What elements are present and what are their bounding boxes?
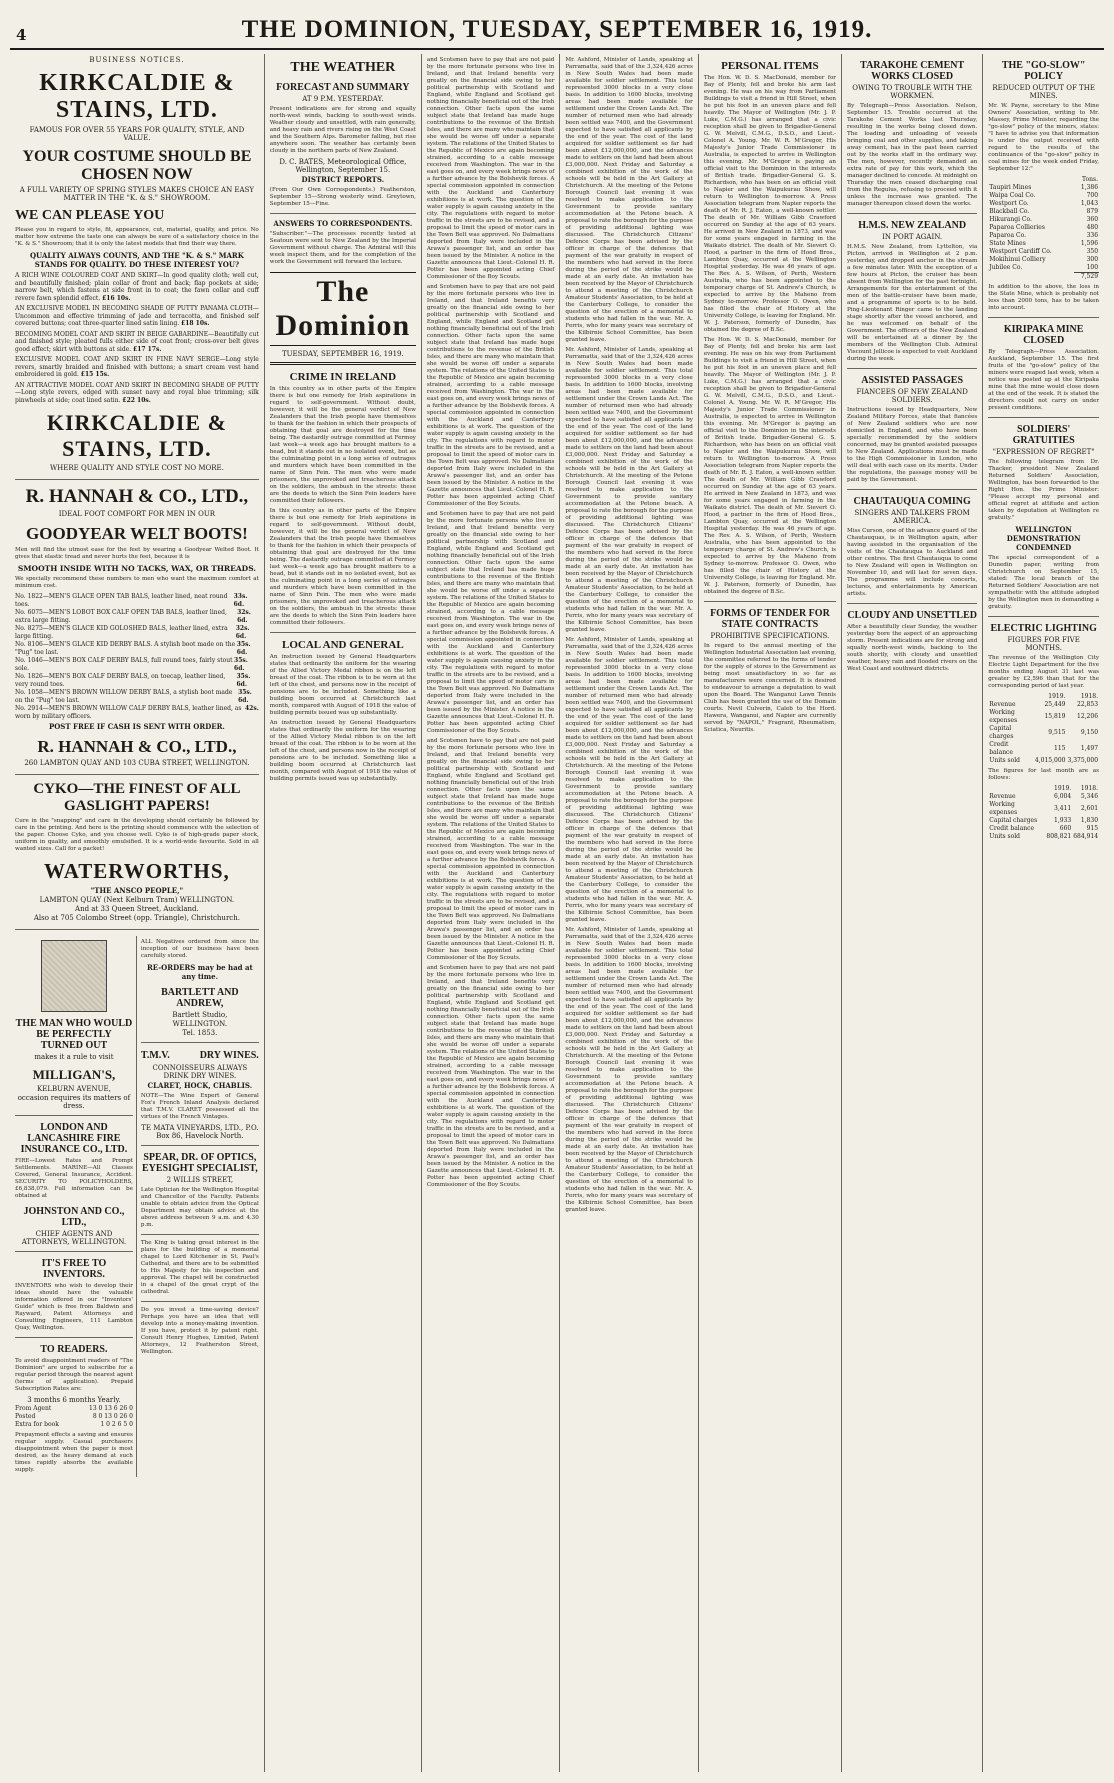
- demonstration-text: The special correspondent of a Dunedin paper, writing from Christchurch on September 15, stated: The local branch of the Returned Soldiers' Association are not sympathetic with the attitude adopted by the Wellington men in demanding a gratuity.: [988, 555, 1100, 610]
- boot-row: No. 8106—MEN'S GLACE KID DERBY BALS. A stylish boot made on the "Pug" toe last. 35s. 6d.: [15, 641, 251, 656]
- table-row: Credit balance 660 915: [989, 825, 1099, 832]
- table-row: Hikurangi Co. 360: [989, 216, 1099, 223]
- boot-row: No. 1822—MEN'S GLACE OPEN TAB BALS, leather lined, neat round toes. 33s. 6d.: [15, 593, 248, 608]
- news-text-cont: Mr. Ashford, Minister of Lands, speaking at Parramatta, said that of the 3,324,426 acres in New South Wales had been made available for soldier settlement. This total represented 3000 blocks in a very close basis. In addition to 1600 blocks, involving areas had been made available for settlement under the Crown Lands Act. The number of returned men who had already been settled was 7400, and the Government expected to have satisfied all applicants by the end of the year. The cost of the land acquired for soldier settlement so far had been about £12,000,000, and the advances made to settlers on the land had been about £3,000,000. Next Friday and Saturday a combined exhibition of the work of the schools will be held in the Art Gallery at Christchurch. At the meeting of the Petone Borough Council last evening it was resolved to make application to the Government to provide sanitary accommodation at the Petone beach. A proposal to rate the borough for the purpose of providing additional lighting was discussed. The Christchurch Citizens' Defence Corps has been advised by the officer in charge of the defences that payment of the war gratuity in respect of the members who had served in the force during the period of the strike would be made at an early date. An invitation has been received by the Mayor of Christchurch to attend a meeting of the Christchurch Amateur Students' Association, to be held at the Canterbury College, to consider the question of the erection of a memorial to students who had fallen in the war. Mr. A. Ferris, who for many years was secretary of the Kilbirnie School Committee, has been granted leave.: [565, 927, 693, 1213]
- cyko-text: Cure in the "snapping" and care in the developing should certainly be followed by care in the printing. And here is the printing should commence with the selection of the paper. Choose Cyko, and you choose well. Cyko is of high-grade paper stock, uniform in quality, and smoothly emulsified. It is a world-wide favourite. Sold in all wanted sizes. Call for a packet!: [15, 818, 259, 852]
- table-row: Revenue 25,449 22,853: [989, 701, 1099, 708]
- table-row: Mokihinui Colliery 300: [989, 256, 1099, 263]
- kirkcaldie-tagline: FAMOUS FOR OVER 55 YEARS FOR QUALITY, STYLE, AND VALUE.: [29, 126, 245, 142]
- coal-output-table: [988, 176, 1099, 281]
- table-header-row: [988, 176, 1099, 184]
- masthead: [10, 6, 1104, 50]
- electric-text: The revenue of the Wellington City Electric Light Department for the five months ending August 31 last was greater by £2,596 than that for the corresponding period of last year.: [988, 655, 1100, 689]
- costume-subheading: A FULL VARIETY OF SPRING STYLES MAKES CHOICE AN EASY MATTER IN THE "K. & S." SHOWROOM.: [19, 186, 255, 202]
- costume-item: AN ATTRACTIVE MODEL COAT AND SKIRT IN BECOMING SHADE OF PUTTY—Long style revers, edged with sunset navy and royal blue trimming; silk pinwheels at side; coat lined satin. £22 10s.: [15, 381, 259, 404]
- boot-row: No. 1826—MEN'S BOX CALF DERBY BALS, on toecap, leather lined, very round toes. 35s. 6d.: [15, 673, 251, 688]
- tarakohe-text: By Telegraph—Press Association. Nelson, September 15. Trouble occurred at the Tarakohe Cement Works last Thursday, resulting in the works being closed down. The loading and unloading of vessels bringing coal and other supplies, and taking away cement, has in the past been carried out by the works staff in the ordinary way. The men, however, recently demanded an extra rate of pay for this work, which the manager declined to concede. At midnight on Thursday the men ceased discharging coal from the Regulus, refusing to proceed with it unless the increase was granted. The manager thereupon closed down the works.: [847, 103, 978, 207]
- rates-header: 3 months 6 months Yearly.: [27, 1396, 121, 1404]
- answers-heading: ANSWERS TO CORRESPONDENTS.: [273, 219, 413, 228]
- london-insurance-text: FIRE—Lowest Rates and Prompt Settlements. MARINE—All Classes Covered, General Insurance, Accident. SECURITY TO POLICYHOLDERS, £6,838,079. Full information can be obtained at: [15, 1158, 133, 1199]
- table-row: Capital charges 1,933 1,830: [989, 817, 1099, 824]
- king-chapel-text: The King is taking great interest in the plans for the building of a memorial chapel to Lord Kitchener in St. Paul's Cathedral, and there are to be submitted to His Majesty for his inspection and approval. The chapel will be constructed in a chapel of the great crypt of the cathedral.: [140, 1240, 259, 1295]
- go-slow-text-2: In addition to the above, the loss in the State Mine, which is probably not less than 2000 tons, has to be taken into account.: [988, 284, 1100, 311]
- news-text-cont: and Scotsmen have to pay that are not paid by the more fortunate persons who live in Ireland, and that Ireland benefits very greatly on the financial side owing to her political partnership with Scotland and England, while England and Scotland get nothing financially beneficial out of the Irish connection. Other facts upon the same subject state that Ireland has made huge contributions to the revenue of the British Isles, and there are many who maintain that she would be worse off under a separate system. The relations of the United States to the Republic of Mexico are again becoming strained, according to a cable message received from Washington. The war in the east goes on, and every week brings news of a further advance by the Bolshevik forces. A special commission appointed in connection with the Auckland and Canterbury exhibitions is at work. The question of the water supply is again causing anxiety in the city. The regulations with regard to motor traffic in the streets are to be revised, and a proposal to limit the speed of motor cars in the Town Belt was approved. No Dalmatians deported from Italy were included in the Arawa's passenger list, and an order has been issued by the Minister. A notice in the Gazette announces that Lieut.-Colonel H. R. Potter has been appointed acting Chief Commissioner of the Boy Scouts.: [426, 965, 555, 1188]
- tmv-heading: T.M.V.: [140, 1050, 170, 1061]
- table-header-row: 1919. 1918.: [1054, 785, 1099, 792]
- news-text: and Scotsmen have to pay that are not paid by the more fortunate persons who live in Ireland, and that Ireland benefits very greatly on the financial side owing to her political partnership with Scotland and England, while England and Scotland get nothing financially beneficial out of the Irish connection. Other facts upon the same subject state that Ireland has made huge contributions to the revenue of the British Isles, and there are many who maintain that she would be worse off under a separate system. The relations of the United States to the Republic of Mexico are again becoming strained, according to a cable message received from Washington. The war in the east goes on, and every week brings news of a further advance by the Bolshevik forces. A special commission appointed in connection with the Auckland and Canterbury exhibitions is at work. The question of the water supply is again causing anxiety in the city. The regulations with regard to motor traffic in the streets are to be revised, and a proposal to limit the speed of motor cars in the Town Belt was approved. No Dalmatians deported from Italy were included in the Arawa's passenger list, and an order has been issued by the Minister. A notice in the Gazette announces that Lieut.-Colonel H. R. Potter has been appointed acting Chief Commissioner of the Boy Scouts.: [426, 57, 555, 280]
- boot-row: No. 1046—MEN'S BOX CALF DERBY BALS, full round toes, fairly stout sole. 35s. 6d.: [15, 657, 248, 672]
- milligan-note: occasion requires its matters of dress.: [17, 1094, 131, 1110]
- crime-text-cont: In this country as in other parts of the Empire there is but one remedy for Irish aspirations in regard to self-government. Without doubt, however, it will be the general verdict of New Zealanders that the Irish people have themselves to thank for the fashion in which their prospects of obtaining that goal are destroyed for the time being. The dastardly outrage committed at Fermoy last week—a week ago has brought matters to a head, but it stands out in no isolated event, but as the culminating point in a long series of outrages and murders which have been committed in the name of Sinn Fein. The men who were made prisoners, the unprovoked and treacherous attack on the soldiers, the ambush in the streets: these are the deeds to which the Sinn Fein leaders have committed their followers.: [269, 508, 416, 626]
- lower-left-ads: [15, 936, 137, 1477]
- tarakohe-subheading: OWING TO TROUBLE WITH THE WORKMEN.: [852, 84, 973, 100]
- chautauqua-text: Miss Curson, one of the advance guard of the Chautauquas, is in Wellington again, after having assisted in the organisation of the visits of the Chautauqua to Auckland and other centres. The first Chautauqua to come to New Zealand will open in Wellington on November 10, and will last for seven days. The programme will include concerts, lectures, and entertainments by American artists.: [847, 528, 978, 597]
- tmv-note: NOTE—The Wine Expert of General Fox's French Inland Analysis declared that T.M.V. CLARET possessed all the virtues of the French Vintages.: [140, 1093, 259, 1120]
- table-row: Units sold 4,015,000 3,375,000: [989, 757, 1099, 764]
- boot-row: No. 8275—MEN'S GLACE KID GOLOSHED BALS, leather lined, extra large fitting. 32s. 6d.: [15, 625, 250, 640]
- newspaper-title: THE DOMINION, TUESDAY, SEPTEMBER 16, 1919.: [241, 16, 873, 43]
- bartlett-orders: RE-ORDERS may be had at any time.: [146, 963, 253, 981]
- tarakohe-heading: TARAKOHE CEMENT WORKS CLOSED: [860, 60, 965, 82]
- kiripaka-heading: KIRIPAKA MINE CLOSED: [1003, 324, 1084, 346]
- gratuity-text: The following telegram from Dr. Thacker, president New Zealand Returned Soldiers' Association, Wellington, has been forwarded to the Right Hon. the Prime Minister: "Please accept my personal and official regret at attitude and action taken by deputation at Wellington re gratuity.": [988, 459, 1100, 521]
- hannah-ad: [15, 486, 259, 775]
- waterworths-address: LAMBTON QUAY (Next Kelburn Tram) WELLINGTON.: [39, 896, 235, 904]
- personal-heading: PERSONAL ITEMS: [721, 60, 819, 72]
- new-zealand-text: H.M.S. New Zealand, from Lyttelton, via Picton, arrived in Wellington at 2 p.m. yesterday, and dropped anchor in the stream a few minutes later. With the exception of a few hours at Picton, the cruiser has been absent from Wellington for the past fortnight. Arrangements for the entertainment of the men of the battle-cruiser have been made, and a programme of sports is to be held. Ping-Lieutenant Ringer came to the landing stage shortly after the vessel anchored, and he was welcomed on behalf of the Government. The officers of the New Zealand will be entertained at a dinner by the members of the Wellington Club. Admiral Viscount Jellicoe is expected to visit Auckland during the week.: [847, 244, 978, 362]
- electric-note: The figures for last month are as follows:: [988, 768, 1100, 781]
- demonstration-heading: WELLINGTON DEMONSTRATION CONDEMNED: [1006, 525, 1081, 552]
- kirkcaldie-footer-tagline: WHERE QUALITY AND STYLE COST NO MORE.: [49, 464, 224, 472]
- inventors-heading: IT'S FREE TO INVENTORS.: [41, 1258, 107, 1280]
- electric-table-last-month: [988, 785, 1099, 841]
- rate-row: From Agent 13 0 13 6 26 0: [15, 1405, 133, 1412]
- table-row: State Mines 1,596: [989, 240, 1099, 247]
- tender-text: In regard to the annual meeting of the Wellington Industrial Association last evening, the committee referred to the forms of tender for the supply of stores to the Government as being most unsatisfactory in so far as manufacturers were concerned. It is desired to endeavour to arrange a deputation to wait upon the Board. The Wanganui Lawn Tennis Club has been granted the use of the Domain courts. Nevil Culverin, Caleb to the Hord. Hawera, Wanganui, and Napier are currently served by "NAPOL," Fragrant, Rheumatism, Sciatica, Neuritis.: [703, 643, 836, 733]
- local-general-heading: LOCAL AND GENERAL: [282, 639, 404, 651]
- johnston-name: JOHNSTON AND CO., LTD.,: [23, 1206, 125, 1228]
- go-slow-heading: THE "GO-SLOW" POLICY: [1001, 60, 1086, 82]
- column-business-notices: [10, 54, 265, 1772]
- ansco-line: "THE ANSCO PEOPLE,": [90, 886, 184, 895]
- boot-row: No. 6075—MEN'S LOBOT BOX CALF OPEN TAB BALS, leather lined, extra large fitting. 32s. 6d.: [15, 609, 251, 624]
- waterworths-address-3: Also at 705 Colombo Street (opp. Triangle), Christchurch.: [33, 914, 240, 922]
- spear-address: 2 WILLIS STREET,: [166, 1176, 234, 1184]
- prepay-text: Prepayment effects a saving and ensures regular supply. Casual purchasers disappointment when the paper is most desired, as the heavy demand at such times rapidly absorbs the available supply.: [15, 1432, 133, 1473]
- table-row: Waipa Coal Co. 700: [989, 192, 1099, 199]
- kirkcaldie-ad: [15, 70, 259, 480]
- cyko-ad: [15, 781, 259, 930]
- weather-heading: THE WEATHER: [290, 60, 396, 75]
- rate-row: Extra for book 1 0 2 6 5 0: [15, 1421, 133, 1428]
- news-text-cont: and Scotsmen have to pay that are not paid by the more fortunate persons who live in Ireland, and that Ireland benefits very greatly on the financial side owing to her political partnership with Scotland and England, while England and Scotland get nothing financially beneficial out of the Irish connection. Other facts upon the same subject state that Ireland has made huge contributions to the revenue of the British Isles, and there are many who maintain that she would be worse off under a separate system. The relations of the United States to the Republic of Mexico are again becoming strained, according to a cable message received from Washington. The war in the east goes on, and every week brings news of a further advance by the Bolshevik forces. A special commission appointed in connection with the Auckland and Canterbury exhibitions is at work. The question of the water supply is again causing anxiety in the city. The regulations with regard to motor traffic in the streets are to be revised, and a proposal to limit the speed of motor cars in the Town Belt was approved. No Dalmatians deported from Italy were included in the Arawa's passenger list, and an order has been issued by the Minister. A notice in the Gazette announces that Lieut.-Colonel H. R. Potter has been appointed acting Chief Commissioner of the Boy Scouts.: [426, 511, 555, 734]
- section-label: BUSINESS NOTICES.: [89, 56, 185, 64]
- forecast-text: Present indications are for strong and squally north-west winds, backing to south-west winds. Weather cloudy and unsettled, with rain generally, and heavy rain and rivers rising on the West Coast and the Southern Alps. Barometer falling, but rise anywhere soon. The weather has certainly been cloudy in the northern parts of New Zealand.: [269, 106, 416, 154]
- readers-text: To avoid disappointment readers of "The Dominion" are urged to subscribe for a regular period through the nearest agent (terms of application). Prepaid Subscription Rates are:: [15, 1358, 133, 1392]
- local-general-text: An instruction issued by General Headquarters states that ordinarily the uniform for the wearing of the Allied Victory Medal ribbon is on the left breast of the coat. The ribbon is to be worn at the left of the chest, and persons now in the receipt of pensions are to be included. Something like a building boom occurred at Christchurch last month, compared with August of 1918 the value of building permits issued was up substantially.: [269, 654, 416, 716]
- cloudy-text: After a beautifully clear Sunday, the weather yesterday bore the aspect of an approaching storm. Present indications are for strong and squally north-west winds, backing to the south shortly, with cloudy and unsettled weather, heavy rain and flooded rivers on the West Coast and southward districts.: [847, 624, 978, 672]
- passages-subheading: FIANCEES OF NEW ZEALAND SOLDIERS.: [856, 388, 968, 404]
- column-news-1: [422, 54, 560, 1772]
- passages-heading: ASSISTED PASSAGES: [861, 375, 964, 386]
- milligan-subheading: makes it a rule to visit: [34, 1053, 114, 1061]
- column-news-4: [983, 54, 1104, 1772]
- table-row: Units sold 808,821 684,914: [989, 833, 1099, 840]
- smooth-line: SMOOTH INSIDE WITH NO TACKS, WAX, OR THREADS.: [17, 564, 256, 573]
- answers-text: "Subscriber."—The processes recently tested at Seatoun were sent to New Zealand by the Imperial Government without charge. The Admiral will this week inspect them, and for the completion of the work the Government will forward the lecture.: [269, 231, 416, 265]
- electric-subheading: FIGURES FOR FIVE MONTHS.: [1007, 636, 1080, 652]
- table-row: Revenue 6,004 5,346: [989, 793, 1099, 800]
- chautauqua-subheading: SINGERS AND TALKERS FROM AMERICA.: [854, 509, 970, 525]
- electric-table-five-months: [988, 693, 1099, 765]
- tmv-text: CONNOISSEURS ALWAYS DRINK DRY WINES.: [152, 1064, 248, 1080]
- milligan-name: MILLIGAN'S,: [32, 1067, 116, 1082]
- news-text-cont: and Scotsmen have to pay that are not paid by the more fortunate persons who live in Ireland, and that Ireland benefits very greatly on the financial side owing to her political partnership with Scotland and England, while England and Scotland get nothing financially beneficial out of the Irish connection. Other facts upon the same subject state that Ireland has made huge contributions to the revenue of the British Isles, and there are many who maintain that she would be worse off under a separate system. The relations of the United States to the Republic of Mexico are again becoming strained, according to a cable message received from Washington. The war in the east goes on, and every week brings news of a further advance by the Bolshevik forces. A special commission appointed in connection with the Auckland and Canterbury exhibitions is at work. The question of the water supply is again causing anxiety in the city. The regulations with regard to motor traffic in the streets are to be revised, and a proposal to limit the speed of motor cars in the Town Belt was approved. No Dalmatians deported from Italy were included in the Arawa's passenger list, and an order has been issued by the Minister. A notice in the Gazette announces that Lieut.-Colonel H. R. Potter has been appointed acting Chief Commissioner of the Boy Scouts.: [426, 738, 555, 961]
- personal-text-cont: The Hon. W. D. S. MacDonald, member for Bay of Plenty, fell and broke his arm last evening. He was on his way from Parliament Buildings to visit a friend in Hill Street, when he put his foot in an uneven place and fell heavily. The Mayor of Wellington (Mr. J. P. Luke, C.M.G.) has arranged that a civic reception shall be given to Brigadier-General G. W. Melvill, C.M.G., D.S.O., and Lieut.-Colonel A. Young. Mr. W. R. M'Gregor, His Majesty's Junior Trade Commissioner in Australia, is expected to arrive in Wellington this evening. Mr. M'Gregor is paying an official visit to the Dominion in the interests of British trade. Brigadier-General G. S. Richardson, who has been on an official visit to Napier and the Waipukurau Show, will return to Wellington to-morrow. A Press Association telegram from Napier reports the death of Mr. R. J. Eaton, a well-known settler. The death of Mr. William Gibb Crawford occurred on Sunday at the age of 63 years. He arrived in New Zealand in 1873, and was for some years engaged in farming in the Waikato district. The death of Mr. Sievert O. Hood, a partner in the firm of Hood Bros., Lambton Quay, occurred at the Wellington Hospital yesterday. He was 46 years of age. The Rev. A. S. Wilson, of Perth, Western Australia, who has been appointed to the temporary charge of St. Andrew's Church, is expected to arrive by the Maheno from Sydney to-morrow. Professor O. Owen, who has filled the chair of History at the University College, is leaving for England. Mr. W. J. Paterson, formerly of Dunedin, has obtained the degree of B.Sc.: [703, 337, 836, 595]
- table-row: Westport Cardiff Co. 350: [989, 248, 1099, 255]
- local-general-text-cont: An instruction issued by General Headquarters states that ordinarily the uniform for the wearing of the Allied Victory Medal ribbon is on the left breast of the coat. The ribbon is to be worn at the left of the chest, and persons now in the receipt of pensions are to be included. Something like a building boom occurred at Christchurch last month, compared with August of 1918 the value of building permits issued was up substantially.: [269, 720, 416, 782]
- table-row: Paparoa Co. 336: [989, 232, 1099, 239]
- forecast-signature: D. C. BATES, Meteorological Office, Wellington, September 15.: [279, 158, 407, 174]
- crime-text: In this country as in other parts of the Empire there is but one remedy for Irish aspirations in regard to self-government. Without doubt, however, it will be the general verdict of New Zealanders that the Irish people have themselves to thank for the fashion in which their prospects of obtaining that goal are destroyed for the time being. The dastardly outrage committed at Fermoy last week—a week ago has brought matters to a head, but it stands out in no isolated event, but as the culminating point in a long series of outrages and murders which have been committed in the name of Sinn Fein. The men who were made prisoners, the unprovoked and treacherous attack on the soldiers, the ambush in the streets: these are the deeds to which the Sinn Fein leaders have committed their followers.: [269, 386, 416, 504]
- costume-item: EXCLUSIVE MODEL COAT AND SKIRT IN FINE NAVY SERGE—Long style revers, smartly braided and finished with buttons; a smart cream vest hand embroidered in gold. £15 15s.: [15, 356, 259, 378]
- table-row: Jubilee Co. 100: [989, 264, 1099, 272]
- table-row: Paparoa Collieries 480: [989, 224, 1099, 231]
- tmv-address: TE MATA VINEYARDS, LTD., P.O. Box 86, Havelock North.: [141, 1124, 259, 1140]
- milligan-address: KELBURN AVENUE,: [37, 1085, 111, 1093]
- banner-date: TUESDAY, SEPTEMBER 16, 1919.: [281, 350, 404, 358]
- bartlett-text: ALL Negatives ordered from since the inception of our business have been carefully stored.: [140, 939, 259, 959]
- table-row: Working expenses 15,819 12,206: [989, 709, 1099, 724]
- table-row: Credit balance 115 1,497: [989, 741, 1099, 756]
- costume-heading: YOUR COSTUME SHOULD BE CHOSEN NOW: [22, 148, 252, 183]
- goodyear-text: Men will find the utmost ease for the feet by wearing a Goodyear Welted Boot. It gives that elastic tread and never hurts the feet, because it is: [15, 547, 259, 560]
- johnston-sub: CHIEF AGENTS AND ATTORNEYS, WELLINGTON.: [21, 1230, 127, 1246]
- bartlett-city: WELLINGTON.: [172, 1020, 228, 1028]
- columns: [10, 54, 1104, 1772]
- hannah-title-2: R. HANNAH & CO., LTD.,: [37, 737, 237, 756]
- column-weather-editorial: [265, 54, 422, 1772]
- post-free-line: POST FREE IF CASH IS SENT WITH ORDER.: [48, 722, 225, 731]
- new-zealand-subheading: IN PORT AGAIN.: [882, 233, 943, 241]
- spear-heading: SPEAR, DR. OF OPTICS, EYESIGHT SPECIALIST,: [141, 1152, 258, 1174]
- news-text: Mr. Ashford, Minister of Lands, speaking at Parramatta, said that of the 3,324,426 acres in New South Wales had been made available for soldier settlement. This total represented 3000 blocks in a very close basis. In addition to 1600 blocks, involving areas had been made available for settlement under the Crown Lands Act. The number of returned men who had already been settled was 7400, and the Government expected to have satisfied all applicants by the end of the year. The cost of the land acquired for soldier settlement so far had been about £12,000,000, and the advances made to settlers on the land had been about £3,000,000. Next Friday and Saturday a combined exhibition of the work of the schools will be held in the Art Gallery at Christchurch. At the meeting of the Petone Borough Council last evening it was resolved to make application to the Government to provide sanitary accommodation at the Petone beach. A proposal to rate the borough for the purpose of providing additional lighting was discussed. The Christchurch Citizens' Defence Corps has been advised by the officer in charge of the defences that payment of the war gratuity in respect of the members who had served in the force during the period of the strike would be made at an early date. An invitation has been received by the Mayor of Christchurch to attend a meeting of the Christchurch Amateur Students' Association, to be held at the Canterbury College, to consider the question of the erection of a memorial to students who had fallen in the war. Mr. A. Ferris, who for many years was secretary of the Kilbirnie School Committee, has been granted leave.: [565, 57, 693, 343]
- table-unit: Tons.: [1082, 176, 1099, 183]
- table-header-row: 1919. 1918.: [1048, 693, 1099, 700]
- forecast-heading: FORECAST AND SUMMARY: [276, 82, 410, 93]
- district-text: (From Our Own Correspondents.) Featherston, September 15—Strong westerly wind. Greytown, September 15—Fine.: [269, 187, 416, 207]
- table-total-row: 7,529: [988, 273, 1099, 282]
- column-personal: [699, 54, 842, 1772]
- hannah-title: R. HANNAH & CO., LTD.,: [25, 486, 249, 507]
- readers-heading: TO READERS.: [40, 1344, 108, 1355]
- bartlett-studio: Bartlett Studio,: [172, 1011, 228, 1019]
- please-text: Please you in regard to style, fit, appearance, cut, material, quality, and price. No matter how extreme the taste one can always be sure of a satisfactory choice in the "K. & S." Showroom; that it is only the latest models that find their way there.: [15, 227, 259, 247]
- hannah-address: 260 LAMBTON QUAY AND 103 CUBA STREET, WELLINGTON.: [24, 759, 250, 767]
- news-text-cont: Mr. Ashford, Minister of Lands, speaking at Parramatta, said that of the 3,324,426 acres in New South Wales had been made available for soldier settlement. This total represented 3000 blocks in a very close basis. In addition to 1600 blocks, involving areas had been made available for settlement under the Crown Lands Act. The number of returned men who had already been settled was 7400, and the Government expected to have satisfied all applicants by the end of the year. The cost of the land acquired for soldier settlement so far had been about £12,000,000, and the advances made to settlers on the land had been about £3,000,000. Next Friday and Saturday a combined exhibition of the work of the schools will be held in the Art Gallery at Christchurch. At the meeting of the Petone Borough Council last evening it was resolved to make application to the Government to provide sanitary accommodation at the Petone beach. A proposal to rate the borough for the purpose of providing additional lighting was discussed. The Christchurch Citizens' Defence Corps has been advised by the officer in charge of the defences that payment of the war gratuity in respect of the members who had served in the force during the period of the strike would be made at an early date. An invitation has been received by the Mayor of Christchurch to attend a meeting of the Christchurch Amateur Students' Association, to be held at the Canterbury College, to consider the question of the erection of a memorial to students who had fallen in the war. Mr. A. Ferris, who for many years was secretary of the Kilbirnie School Committee, has been granted leave.: [565, 347, 693, 633]
- inventors-text: INVENTORS who wish to develop their ideas should have the valuable information offered in our "Inventors' Guide" which is free from Baldwin and Rayward, Patent Attorneys and Consulting Engineers, 111 Lambton Quay, Wellington.: [15, 1283, 133, 1331]
- tailor-illustration: [41, 940, 107, 1012]
- column-news-2: [560, 54, 698, 1772]
- boot-row: No. 2914—MEN'S BROWN WILLOW CALF DERBY BALS, leather lined, as worn by military officers. 42s.: [15, 705, 259, 720]
- bartlett-tel: Tel. 1853.: [182, 1029, 218, 1037]
- costume-item: BECOMING MODEL COAT AND SKIRT IN BEIGE GABARDINE—Beautifully cut and finished style; pleated fulls either side of coat front; cross-over belt gives good effect; skirt with buttons at side. £17 17s.: [15, 330, 259, 353]
- table-row: Blackball Co. 879: [989, 208, 1099, 215]
- gratuity-subheading: "EXPRESSION OF REGRET": [992, 448, 1095, 456]
- london-insurance-heading: LONDON AND LANCASHIRE FIRE INSURANCE CO., LTD.: [20, 1122, 128, 1155]
- rate-row: Posted 8 0 13 0 26 0: [15, 1413, 133, 1420]
- table-row: Working expenses 3,411 2,601: [989, 801, 1099, 816]
- personal-text: The Hon. W. D. S. MacDonald, member for Bay of Plenty, fell and broke his arm last evening. He was on his way from Parliament Buildings to visit a friend in Hill Street, when he put his foot in an uneven place and fell heavily. The Mayor of Wellington (Mr. J. P. Luke, C.M.G.) has arranged that a civic reception shall be given to Brigadier-General G. W. Melvill, C.M.G., D.S.O., and Lieut.-Colonel A. Young. Mr. W. R. M'Gregor, His Majesty's Junior Trade Commissioner in Australia, is expected to arrive in Wellington this evening. Mr. M'Gregor is paying an official visit to the Dominion in the interests of British trade. Brigadier-General G. S. Richardson, who has been on an official visit to Napier and the Waipukurau Show, will return to Wellington to-morrow. A Press Association telegram from Napier reports the death of Mr. R. J. Eaton, a well-known settler. The death of Mr. William Gibb Crawford occurred on Sunday at the age of 63 years. He arrived in New Zealand in 1873, and was for some years engaged in farming in the Waikato district. The death of Mr. Sievert O. Hood, a partner in the firm of Hood Bros., Lambton Quay, occurred at the Wellington Hospital yesterday. He was 46 years of age. The Rev. A. S. Wilson, of Perth, Western Australia, who has been appointed to the temporary charge of St. Andrew's Church, is expected to arrive by the Maheno from Sydney to-morrow. Professor O. Owen, who has filled the chair of History at the University College, is leaving for England. Mr. W. J. Paterson, formerly of Dunedin, has obtained the degree of B.Sc.: [703, 75, 836, 333]
- specially-text: We specially recommend these numbers to men who want the maximum comfort at minimum cost.: [15, 576, 259, 589]
- waterworths-title: WATERWORTHS,: [44, 859, 230, 883]
- crime-heading: CRIME IN IRELAND: [289, 371, 397, 383]
- new-zealand-heading: H.M.S. NEW ZEALAND: [858, 220, 967, 231]
- quality-line: QUALITY ALWAYS COUNTS, AND THE "K. & S." MARK STANDS FOR QUALITY. DO THESE INTEREST YOU?: [29, 251, 244, 269]
- bartlett-name: BARTLETT AND ANDREW,: [161, 987, 239, 1009]
- tmv-dry-wines: DRY WINES.: [199, 1050, 259, 1061]
- please-heading: WE CAN PLEASE YOU: [15, 208, 165, 223]
- lower-ads: [15, 936, 259, 1477]
- gratuity-heading: SOLDIERS' GRATUITIES: [1012, 424, 1075, 446]
- tender-subheading: PROHIBITIVE SPECIFICATIONS.: [710, 632, 830, 640]
- district-heading: DISTRICT REPORTS.: [301, 175, 385, 184]
- cyko-heading: CYKO—THE FINEST OF ALL GASLIGHT PAPERS!: [33, 781, 241, 814]
- table-row: Capital charges 9,515 9,150: [989, 725, 1099, 740]
- kirkcaldie-footer-title: KIRKCALDIE & STAINS, LTD.: [46, 410, 227, 461]
- spear-text: Late Optician for the Wellington Hospital and Chancellor of the Faculty. Patients unable to obtain advice from the Optical Department may obtain advice at the above address between 9 a.m. and 4.30 p.m.: [140, 1187, 259, 1228]
- hannah-subtitle: IDEAL FOOT COMFORT FOR MEN IN OUR: [58, 510, 216, 518]
- costume-item: A RICH WINE COLOURED COAT AND SKIRT—In good quality cloth; well cut, and beautifully finished; plain collar of front and back; flap pockets at side; narrow belt, which fastens at side front in to coat; the fawn collar and cuff revere fawn splendid effect. £16 10s.: [15, 272, 259, 302]
- chautauqua-heading: CHAUTAUQUA COMING: [853, 496, 971, 507]
- dominion-banner: The Dominion: [270, 272, 416, 346]
- newspaper-page: [10, 6, 1104, 1771]
- goodyear-heading: GOODYEAR WELT BOOTS!: [26, 524, 248, 543]
- costume-item: AN EXCLUSIVE MODEL IN BECOMING SHADE OF PUTTY PANAMA CLOTH—Uncommon and effective trimming of jade and terracotta, and finished self covered buttons; coat three-quarter lined satin lining. £18 10s.: [15, 305, 259, 327]
- tender-heading: FORMS OF TENDER FOR STATE CONTRACTS: [710, 608, 830, 630]
- tmv-claret: CLARET, HOCK, CHABLIS.: [147, 1081, 253, 1090]
- table-row: Westport Co. 1,043: [989, 200, 1099, 207]
- passages-text: Instructions issued by Headquarters, New Zealand Military Forces, state that fiancées of New Zealand soldiers who are now domiciled in England, and who have been specially recommended by the soldiers concerned, may be granted assisted passages to New Zealand. Applications must be made to the High Commissioner in London, who will deal with each case on its merits. Under the regulations, the passage money will be paid by the Government.: [847, 407, 978, 483]
- lower-right-ads: [141, 936, 259, 1477]
- news-text-cont: and Scotsmen have to pay that are not paid by the more fortunate persons who live in Ireland, and that Ireland benefits very greatly on the financial side owing to her political partnership with Scotland and England, while England and Scotland get nothing financially beneficial out of the Irish connection. Other facts upon the same subject state that Ireland has made huge contributions to the revenue of the British Isles, and there are many who maintain that she would be worse off under a separate system. The relations of the United States to the Republic of Mexico are again becoming strained, according to a cable message received from Washington. The war in the east goes on, and every week brings news of a further advance by the Bolshevik forces. A special commission appointed in connection with the Auckland and Canterbury exhibitions is at work. The question of the water supply is again causing anxiety in the city. The regulations with regard to motor traffic in the streets are to be revised, and a proposal to limit the speed of motor cars in the Town Belt was approved. No Dalmatians deported from Italy were included in the Arawa's passenger list, and an order has been issued by the Minister. A notice in the Gazette announces that Lieut.-Colonel H. R. Potter has been appointed acting Chief Commissioner of the Boy Scouts.: [426, 284, 555, 507]
- column-news-3: [842, 54, 983, 1772]
- go-slow-subheading: REDUCED OUTPUT OF THE MINES.: [992, 84, 1095, 100]
- page-number: 4: [16, 26, 27, 44]
- waterworths-address-2: And at 33 Queen Street, Auckland.: [75, 905, 199, 913]
- boot-row: No. 1058—MEN'S BROWN WILLOW DERBY BALS, a stylish boot made on the "Pug" toe last. 35s. 6d.: [15, 689, 252, 704]
- kirkcaldie-title: KIRKCALDIE & STAINS, LTD.: [39, 70, 235, 123]
- go-slow-text: Mr. W. Payne, secretary to the Mine Owners' Association, writing to Mr. Massey, Prime Minister, regarding the "go-slow" policy of the miners, states: "I have to advise you that information is under the output received with regard to the results of the continuance of the "go-slow" policy in coal mines for the week ended Friday, September 12:": [988, 103, 1100, 172]
- patent-text: Do you invest a time-saving device? Perhaps you have an idea that will develop into a money-making invention. If you have, protect it by patent right. Consult Henry Hughes, Limited, Patent Attorneys, 12 Featherston Street, Wellington.: [140, 1307, 259, 1355]
- forecast-time: AT 9 P.M. YESTERDAY.: [302, 95, 384, 103]
- news-text-cont: Mr. Ashford, Minister of Lands, speaking at Parramatta, said that of the 3,324,426 acres in New South Wales had been made available for soldier settlement. This total represented 3000 blocks in a very close basis. In addition to 1600 blocks, involving areas had been made available for settlement under the Crown Lands Act. The number of returned men who had already been settled was 7400, and the Government expected to have satisfied all applicants by the end of the year. The cost of the land acquired for soldier settlement so far had been about £12,000,000, and the advances made to settlers on the land had been about £3,000,000. Next Friday and Saturday a combined exhibition of the work of the schools will be held in the Art Gallery at Christchurch. At the meeting of the Petone Borough Council last evening it was resolved to make application to the Government to provide sanitary accommodation at the Petone beach. A proposal to rate the borough for the purpose of providing additional lighting was discussed. The Christchurch Citizens' Defence Corps has been advised by the officer in charge of the defences that payment of the war gratuity in respect of the members who had served in the force during the period of the strike would be made at an early date. An invitation has been received by the Mayor of Christchurch to attend a meeting of the Christchurch Amateur Students' Association, to be held at the Canterbury College, to consider the question of the erection of a memorial to students who had fallen in the war. Mr. A. Ferris, who for many years was secretary of the Kilbirnie School Committee, has been granted leave.: [565, 637, 693, 923]
- kiripaka-text: By Telegraph—Press Association. Auckland, September 15. The first fruits of the "go-slow" policy of the miners were reaped last week, when a notice was posted up at the Kiripaka mine that the mine would close down at the end of the week. It is stated the directors could not carry on under present conditions.: [988, 349, 1100, 411]
- electric-heading: ELECTRIC LIGHTING: [990, 623, 1097, 634]
- cloudy-heading: CLOUDY AND UNSETTLED: [847, 610, 977, 621]
- table-row: Taupiri Mines 1,386: [989, 184, 1099, 191]
- milligan-heading: THE MAN WHO WOULD BE PERFECTLY TURNED OUT: [15, 1018, 133, 1051]
